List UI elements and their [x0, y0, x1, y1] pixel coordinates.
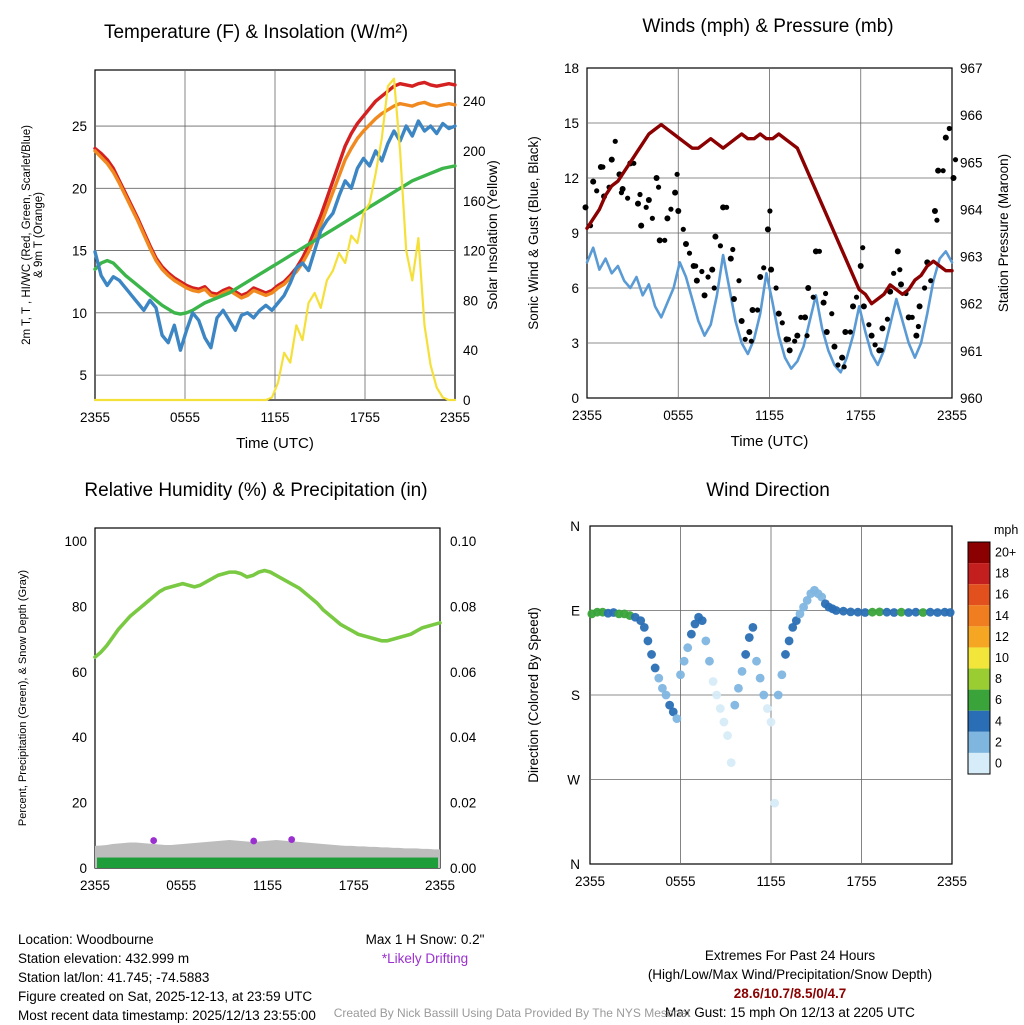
y2tick-label: 967 — [960, 61, 983, 76]
legend-label: 20+ — [995, 545, 1017, 560]
footer-location: Location: Woodbourne — [18, 932, 154, 947]
y2tick-label: 0.06 — [450, 664, 477, 680]
footer-created: Figure created on Sat, 2025-12-13, at 23:59 UTC — [18, 989, 313, 1004]
yaxis-label-temperature: 2m T, T , HI/WC (Red, Green, Scarlet/Blue) — [21, 125, 33, 345]
chart-svg-winds — [512, 0, 1024, 466]
ytick-label: E — [570, 603, 580, 619]
y2tick-label: 160 — [463, 193, 486, 209]
extremes-values: 28.6/10.7/8.5/0/4.7 — [733, 986, 847, 1001]
xtick-label: 0555 — [166, 878, 197, 893]
xtick-label: 2355 — [79, 410, 111, 425]
ytick-label: 12 — [563, 171, 579, 186]
chart-title-winds: Winds (mph) & Pressure (mb) — [642, 16, 894, 37]
legend-label: 6 — [995, 693, 1002, 708]
ytick-label: 25 — [71, 119, 87, 135]
y2tick-label: 120 — [463, 243, 486, 259]
panel-winds — [512, 0, 1024, 466]
xtick-label: 2355 — [79, 878, 111, 893]
ytick-label: 20 — [71, 795, 87, 811]
y2tick-label: 960 — [960, 391, 983, 406]
y2tick-label: 240 — [463, 94, 486, 110]
panel-temperature — [0, 0, 512, 466]
y2tick-label: 962 — [960, 296, 983, 312]
xtick-label: 1755 — [846, 874, 877, 889]
ytick-label: 100 — [64, 534, 87, 550]
chart-title-temperature: Temperature (F) & Insolation (W/m²) — [103, 22, 409, 43]
y2tick-label: 40 — [463, 343, 479, 359]
xtick-label: 0555 — [663, 408, 694, 423]
ytick-label: N — [570, 519, 580, 534]
chart-svg-wind-direction — [512, 466, 1024, 916]
ytick-label: 10 — [71, 305, 87, 321]
xtick-label: 2355 — [936, 874, 968, 889]
drifting-note: *Likely Drifting — [381, 951, 469, 966]
xtick-label: 0555 — [665, 874, 696, 889]
ytick-label: 9 — [571, 226, 579, 241]
legend-label: 10 — [995, 651, 1009, 665]
legend-label: 12 — [995, 629, 1009, 644]
xtick-label: 1155 — [756, 874, 786, 889]
ytick-label: 0 — [571, 391, 579, 406]
footer-latlon: Station lat/lon: 41.745; -74.5883 — [18, 970, 210, 985]
y2tick-label: 966 — [960, 108, 983, 124]
xtick-label: 2355 — [439, 410, 471, 425]
xtick-label: 1155 — [260, 410, 290, 425]
y2tick-label: 0 — [463, 393, 471, 408]
ytick-label: 60 — [71, 664, 87, 680]
footer-elevation: Station elevation: 432.999 m — [18, 951, 190, 966]
ytick-label: 6 — [571, 281, 579, 296]
ytick-label: N — [570, 857, 580, 872]
legend-title-mph: mph — [994, 523, 1019, 537]
xtick-label: 1755 — [845, 408, 876, 423]
ytick-label: 3 — [571, 336, 579, 351]
y2tick-label: 0.04 — [450, 730, 477, 746]
chart-svg-temperature — [0, 0, 512, 466]
ytick-label: 0 — [79, 861, 87, 876]
y2tick-label: 963 — [960, 249, 983, 265]
snow-notes — [330, 930, 520, 968]
ytick-label: 5 — [79, 368, 87, 384]
legend-label: 0 — [995, 756, 1002, 771]
panel-wind-direction — [512, 466, 1024, 916]
xaxis-label-winds: Time (UTC) — [730, 433, 809, 450]
y2axis-label-pressure: Station Pressure (Maroon) — [996, 153, 1011, 313]
yaxis-label-humidity: Percent, Precipitation (Green), & Snow Depth (Gray) — [17, 569, 29, 827]
xtick-label: 1155 — [754, 408, 785, 423]
chart-title-wind-direction: Wind Direction — [706, 480, 830, 501]
max-snow-note: Max 1 H Snow: 0.2" — [365, 932, 485, 947]
ytick-label: 18 — [563, 61, 579, 76]
y2tick-label: 0.00 — [450, 861, 477, 876]
ytick-label: 80 — [71, 599, 87, 615]
ytick-label: 15 — [563, 116, 579, 131]
footer-recent-timestamp: Most recent data timestamp: 2025/12/13 23:55:00 — [18, 1008, 316, 1023]
extremes-title: Extremes For Past 24 Hours — [704, 948, 876, 963]
chart-title-humidity: Relative Humidity (%) & Precipitation (in) — [84, 480, 428, 501]
panel-humidity — [0, 466, 512, 916]
legend-label: 4 — [995, 714, 1002, 729]
xtick-label: 1755 — [349, 410, 381, 425]
yaxis-label-temperature-2: & 9m T (Orange) — [33, 192, 45, 278]
xtick-label: 1755 — [338, 878, 369, 893]
legend-label: 2 — [995, 735, 1002, 750]
yaxis-label-winds: Sonic Wind & Gust (Blue, Black) — [526, 136, 541, 330]
y2axis-label-insolation: Solar Insolation (Yellow) — [484, 160, 500, 310]
y2tick-label: 965 — [960, 155, 983, 171]
xtick-label: 2355 — [936, 408, 968, 423]
xtick-label: 2355 — [574, 874, 606, 889]
legend-label: 18 — [995, 566, 1009, 581]
credit-line: Created By Nick Bassill Using Data Provided By The NYS Mesonet — [333, 1006, 691, 1020]
y2tick-label: 0.02 — [450, 795, 477, 811]
xtick-label: 2355 — [571, 408, 603, 423]
y2tick-label: 964 — [960, 202, 983, 218]
ytick-label: 40 — [71, 730, 87, 746]
xaxis-label-temperature: Time (UTC) — [236, 435, 314, 452]
y2tick-label: 0.08 — [450, 599, 477, 615]
extremes-subtitle: (High/Low/Max Wind/Precipitation/Snow Depth) — [647, 967, 933, 982]
y2tick-label: 961 — [960, 343, 983, 359]
xtick-label: 1155 — [252, 878, 283, 893]
ytick-label: 20 — [71, 181, 87, 197]
chart-svg-humidity — [0, 466, 512, 916]
legend-label: 14 — [995, 608, 1009, 623]
y2tick-label: 80 — [463, 293, 479, 309]
xtick-label: 0555 — [169, 410, 201, 425]
ytick-label: 15 — [71, 243, 87, 259]
ytick-label: S — [570, 688, 580, 703]
yaxis-label-direction: Direction (Colored By Speed) — [526, 607, 541, 783]
legend-label: 16 — [995, 587, 1009, 602]
legend-label: 8 — [995, 672, 1002, 687]
xtick-label: 2355 — [424, 878, 456, 893]
y2tick-label: 200 — [463, 143, 486, 159]
y2tick-label: 0.10 — [450, 534, 477, 550]
ytick-label: W — [567, 772, 580, 788]
max-gust: Max Gust: 15 mph On 12/13 at 2205 UTC — [665, 1005, 915, 1020]
